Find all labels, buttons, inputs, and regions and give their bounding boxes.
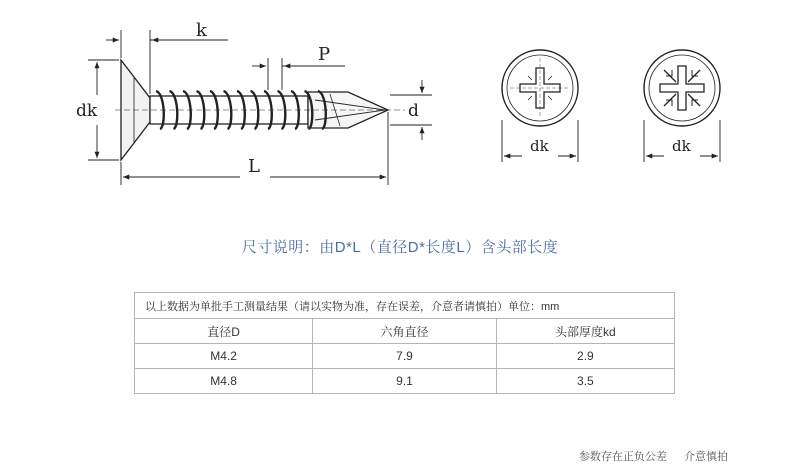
- label-dk-top-1: dk: [530, 137, 549, 155]
- table-caption-row: [135, 293, 675, 319]
- footer-caution: 介意慎拍: [684, 451, 728, 463]
- table-header-row: [135, 319, 675, 344]
- label-l: L: [248, 156, 260, 177]
- spec-table: [134, 292, 675, 394]
- cell-hex-diameter: 7.9: [313, 344, 497, 369]
- label-d: d: [408, 101, 419, 121]
- header-diameter: 直径D: [135, 319, 313, 344]
- cell-hex-diameter: 9.1: [313, 369, 497, 394]
- label-dk-side: dk: [76, 101, 98, 121]
- header-head-thickness: 头部厚度kd: [496, 319, 674, 344]
- label-k: k: [196, 20, 207, 41]
- label-p: P: [318, 44, 331, 65]
- header-hex-diameter: 六角直径: [313, 319, 497, 344]
- screw-side-view: [115, 60, 405, 160]
- footer-tolerance: 参数存在正负公差: [578, 451, 667, 463]
- cell-head-thickness: 2.9: [496, 344, 674, 369]
- dimension-note: 尺寸说明：由D*L（直径D*长度L）含头部长度: [241, 239, 559, 256]
- dimension-p: [252, 58, 345, 90]
- cell-diameter: M4.8: [135, 369, 313, 394]
- label-dk-top-2: dk: [672, 137, 691, 155]
- table-row: [135, 369, 675, 394]
- footer-note: [579, 448, 728, 464]
- cell-head-thickness: 3.5: [496, 369, 674, 394]
- cell-diameter: M4.2: [135, 344, 313, 369]
- table-caption: 以上数据为单批手工测量结果（请以实物为准，存在误差，介意者请慎拍）单位：mm: [135, 293, 675, 319]
- table-row: [135, 344, 675, 369]
- screw-technical-drawing: [0, 0, 800, 225]
